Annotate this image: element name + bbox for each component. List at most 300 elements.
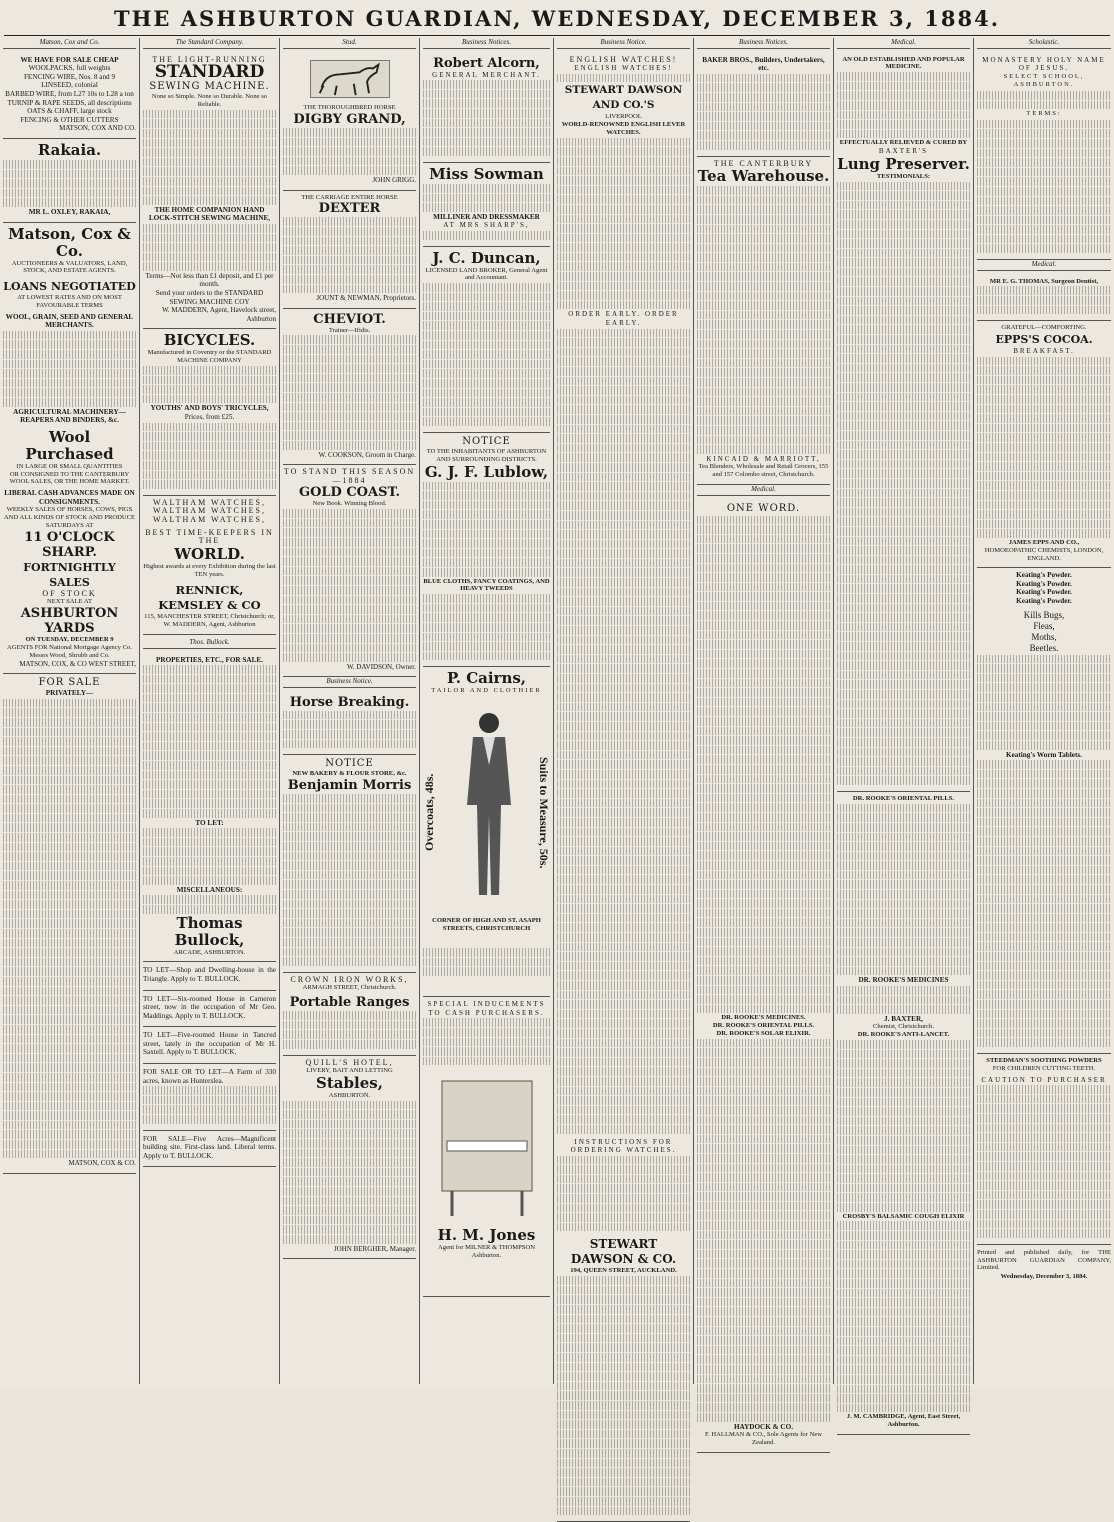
column-5: [554, 38, 694, 1384]
body-text-line: [697, 583, 830, 592]
body-text-line: [423, 1057, 550, 1066]
youths-tricycles: YOUTHS' AND BOYS' TRICYCLES,: [150, 404, 269, 413]
body-text-line: [557, 1430, 690, 1439]
body-text-line: [837, 111, 970, 120]
body-text-line: [837, 1337, 970, 1346]
ad-epps-cocoa: [977, 321, 1111, 568]
ad-gold-coast: [283, 465, 416, 677]
body-text-line: [557, 1125, 690, 1134]
body-text-line: [557, 1478, 690, 1487]
body-text-line: [697, 205, 830, 214]
body-text-line: [977, 168, 1111, 177]
body-text-line: [283, 1040, 416, 1049]
body-text-line: [143, 442, 276, 451]
body-text-line: [143, 177, 276, 186]
body-text-line: [283, 586, 416, 595]
rennick-sub: 115, MANCHESTER STREET, Christchurch; or,: [144, 613, 275, 621]
consigned: OR CONSIGNED TO THE CANTERBURY WOOL SALES, OR THE HOME MARKET.: [9, 470, 130, 486]
body-text-line: [423, 530, 550, 539]
body-text-line: [3, 881, 136, 890]
body-text-line: [837, 489, 970, 498]
ad-horse-breaking: [283, 692, 416, 755]
body-text-line: [837, 182, 970, 191]
sewing-machine: SEWING MACHINE.: [149, 81, 270, 93]
body-text-line: [837, 833, 970, 842]
kincaid-sub: Tea Blenders, Wholesale and Retail Grocers, 155 and 157 Colombo street, Christchurch.: [698, 463, 829, 479]
kills-1: Kills Bugs,: [1023, 609, 1065, 620]
body-text-line: [977, 296, 1111, 305]
body-text-line: [977, 1220, 1111, 1229]
body-text-line: [3, 718, 136, 727]
body-text-line: [557, 1363, 690, 1372]
body-text-line: [423, 128, 550, 137]
body-text-line: [697, 1183, 830, 1192]
body-text-line: [837, 623, 970, 632]
body-text-line: [837, 690, 970, 699]
body-text-line: [977, 1181, 1111, 1190]
body-text-line: [977, 712, 1111, 721]
ad-to-let-2: [143, 962, 276, 990]
ad-dexter: [283, 191, 416, 309]
body-text-line: [697, 1087, 830, 1096]
body-text-line: [697, 986, 830, 995]
body-text-line: [697, 755, 830, 764]
body-text-line: [557, 1276, 690, 1285]
body-text-line: [423, 1038, 550, 1047]
body-text-line: [143, 838, 276, 847]
to-let-4: TO LET—Five-roomed House in Tancred street, lately in the occupation of Mr H. Saxtell. Apply to T. BULLOCK.: [143, 1031, 276, 1057]
body-text-line: [837, 345, 970, 354]
cloths: BLUE CLOTHS, FANCY COATINGS, AND HEAVY TWEEDS: [423, 577, 550, 593]
body-text-line: [3, 996, 136, 1005]
body-text-line: [837, 354, 970, 363]
body-text-line: [837, 1269, 970, 1278]
body-text-line: [977, 443, 1111, 452]
body-text-line: [3, 1006, 136, 1015]
body-text-line: [837, 1260, 970, 1269]
body-text-line: [423, 491, 550, 500]
body-text-line: [423, 184, 550, 193]
rennick-title: RENNICK, KEMSLEY & CO: [158, 583, 261, 613]
rennick-signature: W. MADDERN, Agent, Ashburton: [163, 621, 256, 629]
light-running: THE LIGHT-RUNNING: [152, 54, 267, 64]
miscellaneous: MISCELLANEOUS:: [176, 885, 243, 894]
body-text-line: [423, 417, 550, 426]
column-6-head: Business Notices.: [697, 38, 830, 49]
body-text-line: [3, 198, 136, 207]
body-text-line: [283, 1110, 416, 1119]
body-text-line: [557, 348, 690, 357]
body-text-line: [977, 1104, 1111, 1113]
body-text-line: [557, 1048, 690, 1057]
body-text-line: [837, 1107, 970, 1116]
body-text-line: [3, 1073, 136, 1082]
body-text-line: [557, 952, 690, 961]
body-text-line: [3, 398, 136, 407]
body-text-line: [557, 1096, 690, 1105]
oriental-pills-2: DR. ROOKE'S ORIENTAL PILLS.: [852, 794, 955, 802]
send-orders: Send your orders to the STANDARD SEWING MACHINE COY: [155, 289, 264, 306]
body-text-line: [697, 516, 830, 525]
testimonials: TESTIMONIALS:: [876, 172, 931, 180]
body-text-line: [557, 463, 690, 472]
body-text-line: [557, 367, 690, 376]
body-text-line: [283, 383, 416, 392]
ad-stewart-dawson: [557, 53, 690, 1522]
body-text-line: [557, 1497, 690, 1506]
body-text-line: [423, 539, 550, 548]
body-text-line: [143, 895, 276, 904]
body-text-line: [977, 235, 1111, 244]
body-text-line: [423, 231, 550, 240]
body-text-line: [557, 205, 690, 214]
body-text-line: [697, 573, 830, 582]
body-text-line: [143, 139, 276, 148]
body-text-line: [283, 393, 416, 402]
body-text-line: [143, 234, 276, 243]
body-text-line: [837, 210, 970, 219]
ad-sowman: [423, 163, 550, 247]
body-text-line: [557, 684, 690, 693]
cambridge-agent: J. M. CAMBRIDGE, Agent, East Street, Ashburton.: [846, 1413, 961, 1429]
body-text-line: [423, 90, 550, 99]
body-text-line: [977, 885, 1111, 894]
body-text-line: [557, 818, 690, 827]
body-text-line: [3, 1130, 136, 1139]
body-text-line: [423, 958, 550, 967]
ad-to-let-4: [143, 1027, 276, 1064]
body-text-line: [837, 508, 970, 517]
matson-signature-2: MATSON, COX & CO.: [68, 1159, 136, 1168]
body-text-line: [697, 103, 830, 112]
body-text-line: [3, 360, 136, 369]
printed-by: Printed and published daily, for THE ASHBURTON GUARDIAN COMPANY, Limited.: [977, 1248, 1111, 1272]
body-text-line: [557, 396, 690, 405]
body-text-line: [557, 1353, 690, 1362]
body-text-line: [977, 827, 1111, 836]
body-text-line: [697, 1375, 830, 1384]
kincaid: KINCAID & MARRIOTT,: [706, 454, 821, 463]
body-text-line: [977, 722, 1111, 731]
stables: Stables,: [316, 1073, 383, 1092]
body-text-line: [3, 1102, 136, 1111]
body-text-line: [697, 445, 830, 454]
business-notice-head: Business Notice.: [283, 677, 416, 688]
body-text-line: [837, 537, 970, 546]
body-text-line: [143, 385, 276, 394]
ad-signature: MATSON, COX AND CO.: [59, 124, 136, 133]
body-text-line: [557, 712, 690, 721]
body-text-line: [557, 1087, 690, 1096]
body-text-line: [283, 509, 416, 518]
body-text-line: [697, 1005, 830, 1014]
oriental-pills: DR. ROOKE'S ORIENTAL PILLS.: [712, 1022, 815, 1030]
body-text-line: [283, 256, 416, 265]
body-text-line: [143, 262, 276, 271]
body-text-line: [977, 120, 1111, 129]
body-text-line: [697, 234, 830, 243]
body-text-line: [697, 131, 830, 140]
body-text-line: [423, 379, 550, 388]
body-text-line: [837, 709, 970, 718]
body-text-line: [143, 423, 276, 432]
body-text-line: [557, 943, 690, 952]
body-text-line: [557, 703, 690, 712]
body-text-line: [837, 842, 970, 851]
body-text-line: [3, 728, 136, 737]
body-text-line: [283, 615, 416, 624]
horse-illustration: [310, 60, 390, 98]
thomas-dentist: MR E. G. THOMAS, Surgeon Dentist,: [989, 277, 1099, 285]
anti-lancet: DR. ROOKE'S ANTI-LANCET.: [857, 1031, 950, 1039]
j-baxter-sub: Chemist, Christchurch.: [873, 1023, 934, 1031]
body-text-line: [837, 335, 970, 344]
column-4-head: Business Notices.: [423, 38, 550, 49]
body-text-line: [143, 110, 276, 119]
sewing-sub: None so Simple. None so Durable. None so Reliable.: [151, 93, 268, 108]
body-text-line: [423, 283, 550, 292]
body-text-line: [697, 1307, 830, 1316]
body-text-line: [977, 674, 1111, 683]
body-text-line: [3, 852, 136, 861]
body-text-line: [977, 1124, 1111, 1133]
ad-line: WOOLPACKS, full weights: [28, 64, 111, 73]
crown-sub: ARMAGH STREET, Christchurch.: [302, 984, 397, 992]
epps-cocoa: EPPS'S COCOA.: [995, 333, 1093, 347]
body-text-line: [977, 286, 1111, 295]
stewart-sub: LIVERPOOL: [605, 113, 642, 121]
body-text-line: [837, 1078, 970, 1087]
body-text-line: [283, 957, 416, 966]
body-text-line: [977, 91, 1111, 100]
body-text-line: [697, 832, 830, 841]
body-text-line: [423, 203, 550, 212]
body-text-line: [423, 549, 550, 558]
body-text-line: [143, 196, 276, 205]
body-text-line: [977, 158, 1111, 167]
ad-line: TURNIP & RAPE SEEDS, all descriptions: [7, 98, 132, 107]
body-text-line: [557, 933, 690, 942]
body-text-line: [837, 604, 970, 613]
body-text-line: [697, 301, 830, 310]
ad-crown-iron: [283, 973, 416, 1056]
body-text-line: [283, 730, 416, 739]
body-text-line: [143, 828, 276, 837]
body-text-line: [977, 914, 1111, 923]
body-text-line: [977, 731, 1111, 740]
body-text-line: [697, 330, 830, 339]
body-text-line: [283, 720, 416, 729]
waltham-1: WALTHAM WATCHES,: [153, 497, 266, 507]
ad-standard-sewing: [143, 53, 276, 330]
body-text-line: [837, 776, 970, 785]
canterbury: THE CANTERBURY: [713, 158, 814, 168]
body-text-line: [697, 320, 830, 329]
body-text-line: [697, 1298, 830, 1307]
rakaia-title: Rakaia.: [37, 140, 102, 159]
body-text-line: [977, 981, 1111, 990]
body-text-line: [557, 415, 690, 424]
body-text-line: [697, 1317, 830, 1326]
body-text-line: [557, 262, 690, 271]
sowman-title: Miss Sowman: [429, 164, 544, 183]
ad-line: FENCING & OTHER CUTTERS: [20, 115, 119, 124]
liberal-advances: LIBERAL CASH ADVANCES MADE ON CONSIGNMENTS.: [4, 489, 135, 506]
body-text-line: [837, 967, 970, 976]
ad-alcorn: [423, 53, 550, 163]
body-text-line: [283, 538, 416, 547]
body-text-line: [3, 708, 136, 717]
stewart-big: STEWART DAWSON & CO.: [570, 1237, 677, 1267]
body-text-line: [977, 376, 1111, 385]
body-text-line: [557, 856, 690, 865]
body-text-line: [283, 1168, 416, 1177]
body-text-line: [3, 1092, 136, 1101]
body-text-line: [423, 147, 550, 156]
ad-waltham: [143, 496, 276, 635]
body-text-line: [557, 760, 690, 769]
body-text-line: [697, 1173, 830, 1182]
loans-subtitle: AT LOWEST RATES AND ON MOST FAVOURABLE TERMS: [17, 294, 122, 309]
body-text-line: [557, 741, 690, 750]
j-baxter: J. BAXTER,: [884, 1014, 923, 1023]
body-text-line: [3, 910, 136, 919]
body-text-line: [557, 215, 690, 224]
body-text-line: [283, 1149, 416, 1158]
body-text-line: [423, 369, 550, 378]
body-text-line: [283, 166, 416, 175]
body-text-line: [557, 895, 690, 904]
body-text-line: [697, 272, 830, 281]
body-text-line: [557, 981, 690, 990]
to-let-2: TO LET—Shop and Dwelling-house in the Triangle. Apply to T. BULLOCK.: [143, 966, 276, 983]
body-text-line: [697, 397, 830, 406]
body-text-line: [837, 383, 970, 392]
body-text-line: [143, 148, 276, 157]
body-text-line: [837, 1375, 970, 1384]
body-text-line: [837, 527, 970, 536]
breakfast: BREAKFAST.: [1013, 347, 1075, 356]
grateful: GRATEFUL—COMFORTING.: [1001, 324, 1087, 332]
body-text-line: [143, 451, 276, 460]
old-established: AN OLD ESTABLISHED AND POPULAR MEDICINE.: [842, 55, 965, 71]
matson-title: Matson, Cox & Co.: [8, 224, 131, 260]
body-text-line: [837, 1289, 970, 1298]
body-text-line: [557, 386, 690, 395]
body-text-line: [283, 804, 416, 813]
ad-line: LINSEED, colonial: [41, 81, 98, 90]
body-text-line: [557, 1334, 690, 1343]
body-text-line: [557, 186, 690, 195]
body-text-line: [143, 471, 276, 480]
loans-title: LOANS NEGOTIATED: [3, 280, 136, 294]
body-text-line: [977, 952, 1111, 961]
body-text-line: [283, 345, 416, 354]
body-text-line: [837, 1165, 970, 1174]
body-text-line: [837, 469, 970, 478]
body-text-line: [697, 141, 830, 150]
body-text-line: [557, 501, 690, 510]
cairns-address: CORNER OF HIGH AND ST. ASAPH STREETS, CHRISTCHURCH: [432, 917, 541, 933]
column-3: [280, 38, 420, 1384]
column-5-head: Business Notice.: [557, 38, 690, 49]
body-text-line: [283, 217, 416, 226]
body-text-line: [3, 747, 136, 756]
body-text-line: [557, 1106, 690, 1115]
body-text-line: [557, 1391, 690, 1400]
body-text-line: [423, 482, 550, 491]
body-text-line: [697, 74, 830, 83]
printed-date: Wednesday, December 3, 1884.: [1000, 1273, 1088, 1281]
body-text-line: [837, 364, 970, 373]
body-text-line: [143, 684, 276, 693]
dr-head: DR. ROOKE'S MEDICINES.: [721, 1014, 806, 1022]
body-text-line: [557, 607, 690, 616]
body-text-line: [697, 292, 830, 301]
body-text-line: [697, 1039, 830, 1048]
waltham-3: WALTHAM WATCHES,: [153, 514, 266, 524]
ad-to-let-3: [143, 991, 276, 1028]
body-text-line: [697, 1077, 830, 1086]
body-text-line: [3, 756, 136, 765]
weekly-sales: WEEKLY SALES OF HORSES, COWS, PIGS AND ALL KINDS OF STOCK AND PRODUCE: [3, 506, 136, 522]
morris-title: Benjamin Morris: [287, 778, 412, 794]
stables-signature: JOHN BERGHER, Manager.: [333, 1244, 416, 1253]
body-text-line: [557, 1223, 690, 1232]
body-text-line: [977, 1172, 1111, 1181]
column-1: [0, 38, 140, 1384]
body-text-line: [283, 557, 416, 566]
body-text-line: [837, 1308, 970, 1317]
gold-coast-sub: New Book. Winning Blood.: [312, 500, 387, 508]
body-text-line: [697, 698, 830, 707]
body-text-line: [697, 679, 830, 688]
quills-hotel: QUILL'S HOTEL,: [305, 1057, 394, 1067]
body-text-line: [837, 880, 970, 889]
body-text-line: [557, 991, 690, 1000]
body-text-line: [977, 1000, 1111, 1009]
body-text-line: [3, 948, 136, 957]
body-text-line: [557, 616, 690, 625]
crosby-elixir: CROSBY'S BALSAMIC COUGH ELIXIR: [842, 1212, 965, 1220]
body-text-line: [143, 723, 276, 732]
body-text-line: [697, 1202, 830, 1211]
body-text-line: [697, 1346, 830, 1355]
body-text-line: [557, 1315, 690, 1324]
column-4: [420, 38, 554, 1384]
body-text-line: [143, 771, 276, 780]
body-text-line: [837, 1241, 970, 1250]
body-text-line: [557, 847, 690, 856]
body-text-line: [557, 272, 690, 281]
body-text-line: [837, 938, 970, 947]
ad-quills-hotel: [283, 1056, 416, 1260]
body-text-line: [697, 631, 830, 640]
body-text-line: [837, 431, 970, 440]
body-text-line: [837, 556, 970, 565]
body-text-line: [837, 287, 970, 296]
body-text-line: [977, 357, 1111, 366]
body-text-line: [697, 784, 830, 793]
body-text-line: [557, 1295, 690, 1304]
body-text-line: [977, 962, 1111, 971]
body-text-line: [423, 138, 550, 147]
body-text-line: [283, 1177, 416, 1186]
body-text-line: [977, 1010, 1111, 1019]
body-text-line: [423, 520, 550, 529]
body-text-line: [283, 441, 416, 450]
body-text-line: [697, 1269, 830, 1278]
